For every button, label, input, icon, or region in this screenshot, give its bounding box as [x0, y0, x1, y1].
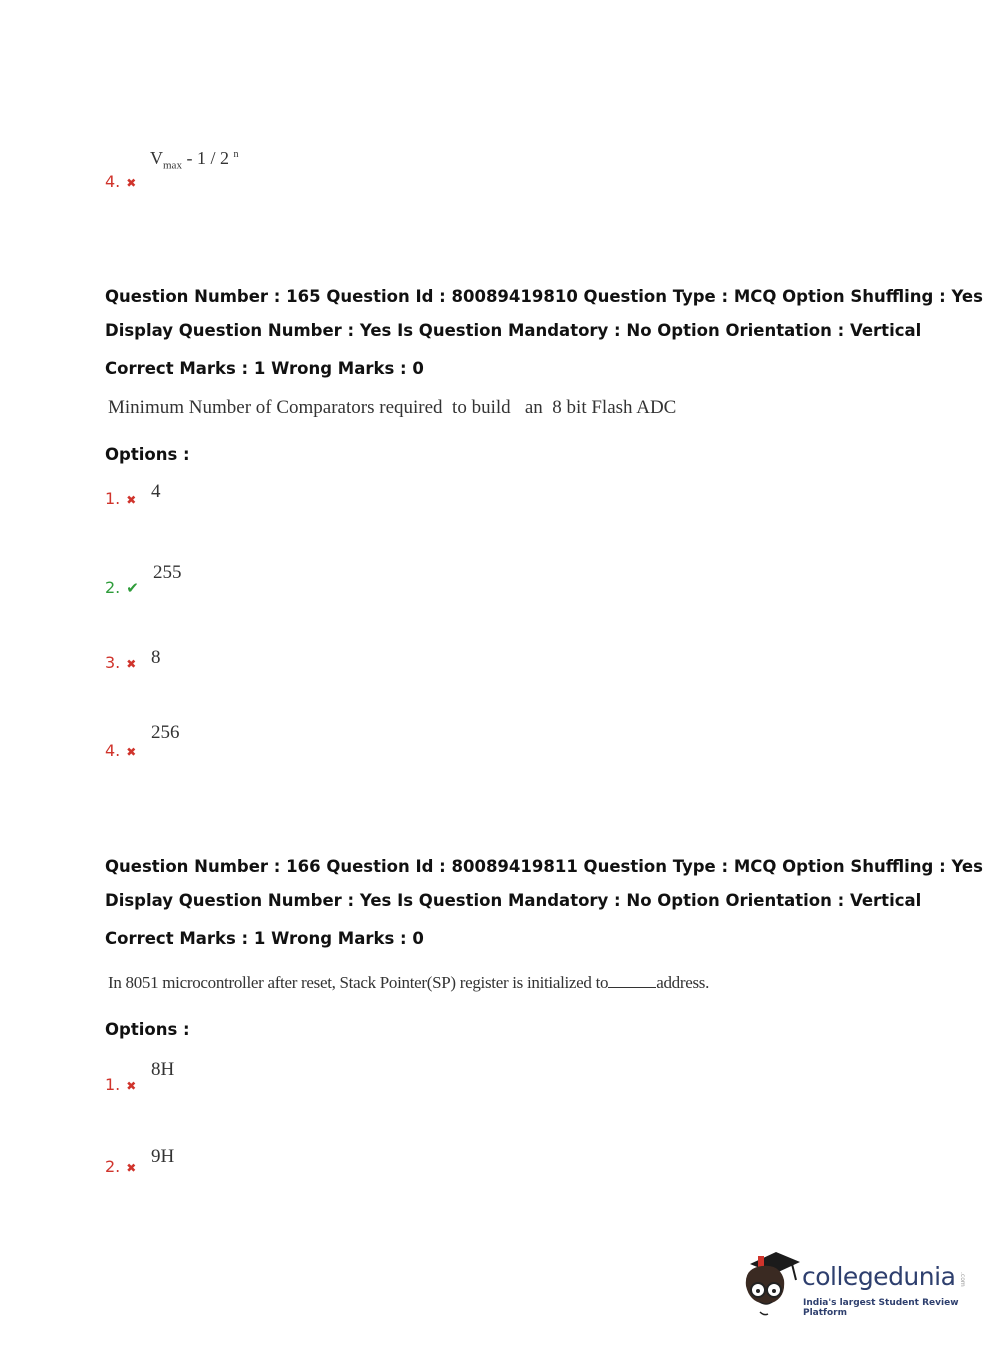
- q165-question-text: Minimum Number of Comparators required to build an 8 bit Flash ADC: [108, 397, 677, 418]
- wrong-mark-icon: ✖: [126, 493, 137, 507]
- q165-option-3: 3. ✖: [105, 653, 137, 672]
- q165-option-2-value: 255: [153, 562, 182, 583]
- wrong-mark-icon: ✖: [126, 745, 137, 759]
- q165-meta-line-1: Question Number : 165 Question Id : 80089419810 Question Type : MCQ Option Shuffling : Yes: [105, 287, 983, 306]
- wrong-mark-icon: ✖: [126, 1079, 137, 1093]
- q165-option-4-value: 256: [151, 722, 180, 743]
- q166-option-1: 1. ✖: [105, 1075, 137, 1094]
- mascot-icon: [740, 1246, 802, 1316]
- q165-options-label: Options :: [105, 445, 190, 464]
- q165-option-4: 4. ✖: [105, 741, 137, 760]
- q166-meta-line-2: Display Question Number : Yes Is Question Mandatory : No Option Orientation : Vertical: [105, 891, 922, 910]
- prev-option-4-value: $V_{max} - 1 / 2$ $^n$: [150, 148, 239, 172]
- brand-tagline: India's largest Student Review Platform: [803, 1298, 959, 1318]
- answer-blank: [608, 986, 656, 988]
- prev-option-4: 4. ✖: [105, 172, 137, 191]
- q166-options-label: Options :: [105, 1020, 190, 1039]
- wrong-mark-icon: ✖: [126, 176, 137, 190]
- q166-question-text: In 8051 microcontroller after reset, Stack Pointer(SP) register is initialized to address.: [108, 973, 710, 992]
- q165-option-1-value: 4: [151, 481, 161, 502]
- brand-domain: .com: [959, 1272, 966, 1287]
- collegedunia-logo: [740, 1246, 970, 1321]
- q166-option-2: 2. ✖: [105, 1157, 137, 1176]
- q165-meta-line-2: Display Question Number : Yes Is Question Mandatory : No Option Orientation : Vertical: [105, 321, 922, 340]
- wrong-mark-icon: ✖: [126, 1161, 137, 1175]
- q166-option-2-value: 9H: [151, 1146, 175, 1167]
- q166-option-1-value: 8H: [151, 1059, 175, 1080]
- q166-marks: Correct Marks : 1 Wrong Marks : 0: [105, 929, 424, 948]
- q165-marks: Correct Marks : 1 Wrong Marks : 0: [105, 359, 424, 378]
- q166-meta-line-1: Question Number : 166 Question Id : 80089419811 Question Type : MCQ Option Shuffling : Yes: [105, 857, 983, 876]
- q165-option-1: 1. ✖: [105, 489, 137, 508]
- correct-mark-icon: ✔: [126, 579, 139, 597]
- q165-option-2: 2. ✔: [105, 578, 139, 597]
- wrong-mark-icon: ✖: [126, 657, 137, 671]
- brand-name: collegedunia: [802, 1262, 956, 1291]
- q165-option-3-value: 8: [151, 647, 161, 668]
